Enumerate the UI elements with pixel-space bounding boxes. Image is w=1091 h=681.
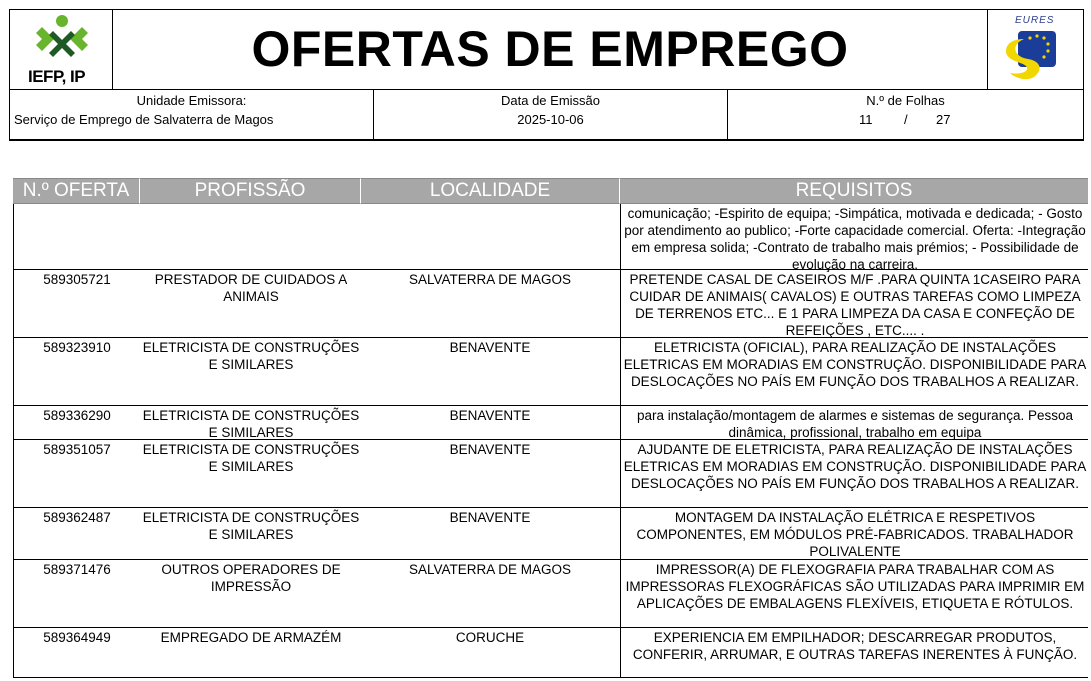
- sheet-separator: /: [904, 112, 908, 127]
- eures-logo: [987, 9, 1083, 89]
- table-row: [13, 270, 1088, 338]
- profession: OUTROS OPERADORES DE IMPRESSÃO: [161, 562, 341, 594]
- locality: CORUCHE: [455, 630, 525, 645]
- issue-date-value: 2025-10-06: [517, 112, 584, 127]
- profession: ELETRICISTA DE CONSTRUÇÕES E SIMILARES: [142, 340, 360, 372]
- issuing-unit-label: Unidade Emissora:: [136, 93, 247, 108]
- locality: BENAVENTE: [449, 340, 531, 355]
- eures-logo-text: EURES: [1015, 15, 1055, 26]
- requirements: IMPRESSOR(A) DE FLEXOGRAFIA PARA TRABALHAR COM AS IMPRESSORAS FLEXOGRÁFICAS SÃO UTILIZADAS PARA IMPRIMIR EM APLICAÇÕES DE EMBALAGENS FLEXÍVEIS, ETIQUETA E RÓTULOS.: [620, 560, 1089, 628]
- requirements: PRETENDE CASAL DE CASEIROS M/F .PARA QUINTA 1CASEIRO PARA CUIDAR DE ANIMAIS( CAVALOS) E OUTRAS TAREFAS COMO LIMPEZA DE TERRENOS ETC... E 1 PARA LIMPEZA DA CASA E CONFEÇÃO DE REFEIÇÕES , ETC.... .: [620, 270, 1089, 338]
- issue-date-label: Data de Emissão: [501, 93, 600, 108]
- sheet-total: 27: [936, 112, 951, 127]
- table-body: [0, 204, 1091, 681]
- profession: PRESTADOR DE CUIDADOS A ANIMAIS: [154, 272, 348, 304]
- requirements: EXPERIENCIA EM EMPILHADOR; DESCARREGAR PRODUTOS, CONFERIR, ARRUMAR, E OUTRAS TAREFAS INERENTES À FUNÇÃO.: [620, 628, 1089, 678]
- locality: BENAVENTE: [449, 408, 531, 423]
- offer-number: 589323910: [43, 340, 111, 355]
- locality: BENAVENTE: [449, 510, 531, 525]
- column-header-requirements: REQUISITOS: [620, 178, 1088, 204]
- column-header-offer-number: N.º OFERTA: [13, 178, 140, 204]
- table-row: [13, 440, 1088, 508]
- sheet-count-label: N.º de Folhas: [866, 93, 945, 108]
- eures-emblem-icon: [988, 9, 1084, 89]
- offer-number: 589364949: [43, 630, 111, 645]
- column-header-locality: LOCALIDADE: [361, 178, 620, 204]
- requirements: comunicação; -Espirito de equipa; -Simpática, motivada e dedicada; - Gosto por atendimento ao publico; -Forte capacidade comercial. Oferta: -Integração em empresa solida; -Contrato de trabalho mais prémios; - Possibilidade de evolução na carreira.: [620, 204, 1089, 270]
- requirements: MONTAGEM DA INSTALAÇÃO ELÉTRICA E RESPETIVOS COMPONENTES, EM MÓDULOS PRÉ-FABRICADOS. TRABALHADOR POLIVALENTE: [620, 508, 1089, 560]
- profession: ELETRICISTA DE CONSTRUÇÕES E SIMILARES: [142, 510, 360, 542]
- column-header-profession: PROFISSÃO: [140, 178, 361, 204]
- offer-number: 589371476: [43, 562, 111, 577]
- offer-number: 589351057: [43, 442, 111, 457]
- offer-number: 589305721: [43, 272, 111, 287]
- requirements: para instalação/montagem de alarmes e sistemas de segurança. Pessoa dinâmica, profissional, trabalho em equipa: [620, 406, 1089, 440]
- iefp-logo: [9, 9, 113, 89]
- locality: SALVATERRA DE MAGOS: [408, 562, 572, 577]
- sheet-count-cell: [727, 89, 1084, 140]
- issuing-unit-cell: [9, 89, 374, 140]
- offer-number: 589362487: [43, 510, 111, 525]
- iefp-emblem-icon: [9, 9, 113, 69]
- requirements: ELETRICISTA (OFICIAL), PARA REALIZAÇÃO DE INSTALAÇÕES ELETRICAS EM MORADIAS EM CONSTRUÇÃO. DISPONIBILIDADE PARA DESLOCAÇÕES NO PAÍS EM FUNÇÃO DOS TRABALHOS A REALIZAR.: [620, 338, 1089, 406]
- locality: SALVATERRA DE MAGOS: [408, 272, 572, 287]
- profession: EMPREGADO DE ARMAZÉM: [160, 630, 342, 645]
- table-row: [13, 508, 1088, 560]
- table-row: [13, 560, 1088, 628]
- sheet-current: 11: [859, 112, 873, 127]
- issuing-unit-value: Serviço de Emprego de Salvaterra de Magos: [14, 112, 274, 127]
- profession: ELETRICISTA DE CONSTRUÇÕES E SIMILARES: [142, 442, 360, 474]
- page-title: OFERTAS DE EMPREGO: [251, 21, 849, 77]
- table-row: [13, 406, 1088, 440]
- table-row: [13, 338, 1088, 406]
- issue-date-cell: [373, 89, 728, 140]
- locality: BENAVENTE: [449, 442, 531, 457]
- offer-number: 589336290: [43, 408, 111, 423]
- table-row: [13, 628, 1088, 678]
- iefp-logo-text: IEFP, IP: [28, 67, 86, 86]
- requirements: AJUDANTE DE ELETRICISTA, PARA REALIZAÇÃO DE INSTALAÇÕES ELETRICAS EM MORADIAS EM CONSTRUÇÃO. DISPONIBILIDADE PARA DESLOCAÇÕES NO PAÍS EM FUNÇÃO DOS TRABALHOS A REALIZAR.: [620, 440, 1089, 508]
- profession: ELETRICISTA DE CONSTRUÇÕES E SIMILARES: [142, 408, 360, 440]
- table-row: [13, 204, 1088, 270]
